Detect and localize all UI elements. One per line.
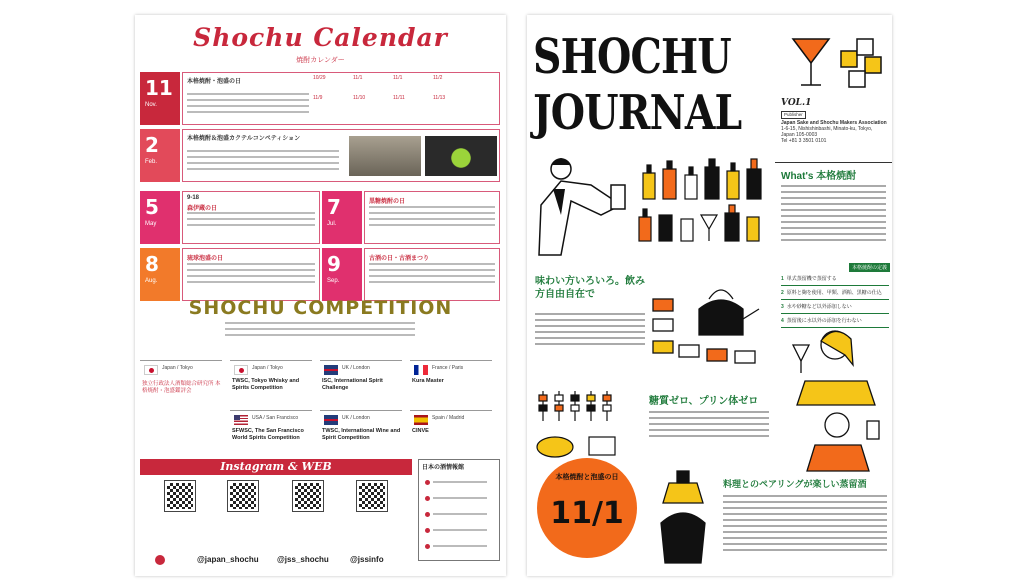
qr-code-icon[interactable] <box>357 481 387 511</box>
event-title: 古酒の日・古酒まつり <box>369 256 430 262</box>
usa-flag-icon <box>234 415 248 425</box>
honkaku-definition-tag: 本格焼酎の定義 <box>849 263 890 272</box>
month-badge <box>140 191 180 244</box>
publisher-info <box>781 111 887 144</box>
sugar-zero-heading: 糖質ゼロ、プリン体ゼロ <box>649 396 759 407</box>
cocktail-illustration <box>785 21 889 93</box>
month-number: 8 <box>145 252 159 276</box>
event-card <box>364 191 500 244</box>
event-title: 琉球泡盛の日 <box>187 256 224 262</box>
event-card <box>182 191 320 244</box>
event-title: 森伊蔵の日 <box>187 206 218 212</box>
shochu-day-label: 本格焼酎と泡盛の日 <box>555 474 619 481</box>
event-title: 黒糖焼酎の日 <box>369 199 406 205</box>
instagram-handle[interactable]: @jssinfo <box>350 555 384 564</box>
japan-flag-icon <box>144 365 158 375</box>
competition-name: 独立行政法人酒類総合研究所 本格焼酎・泡盛鑑評会 <box>142 381 221 394</box>
competition-name: TWSC, International Wine and Spirit Competition <box>322 428 401 441</box>
competition-location: France / Paris <box>432 365 464 371</box>
competition-location: UK / London <box>342 415 370 421</box>
bottle-illustration <box>653 463 713 573</box>
competition-item <box>230 360 312 405</box>
competition-name: ISC, International Spirit Challenge <box>322 378 383 391</box>
qr-code-icon[interactable] <box>293 481 323 511</box>
skewers-illustration <box>533 385 645 465</box>
month-number: 11 <box>145 76 173 100</box>
instagram-handle[interactable]: @japan_shochu <box>197 555 259 564</box>
publisher-tag: Publisher <box>781 111 806 119</box>
month-number: 5 <box>145 195 159 219</box>
month-badge <box>140 72 180 125</box>
logo-icon <box>155 555 165 565</box>
france-flag-icon <box>414 365 428 375</box>
shochu-journal-page <box>527 15 892 576</box>
volume-label: VOL.1 <box>781 98 812 108</box>
event-dates: 10/29 11/1 11/1 11/211/9 11/10 11/11 11/13 <box>313 75 446 101</box>
event-card <box>182 248 320 301</box>
japan-flag-icon <box>234 365 248 375</box>
competition-location: Japan / Tokyo <box>162 365 193 371</box>
calendar-row-february <box>140 129 501 182</box>
publisher-name: Japan Sake and Shochu Makers Association <box>781 120 887 126</box>
event-group-photo <box>349 136 421 176</box>
month-number: 2 <box>145 133 159 157</box>
calendar-row-november <box>140 72 501 125</box>
drinking-styles-body <box>535 313 645 349</box>
bartender-illustration <box>531 145 775 275</box>
competition-name: CINVE <box>412 428 429 434</box>
event-card <box>364 248 500 301</box>
competition-title: SHOCHU COMPETITION <box>188 297 453 319</box>
pairing-heading: 料理とのペアリングが楽しい蒸留酒 <box>723 479 867 489</box>
whats-honkaku-heading: What's 本格焼酎 <box>781 171 857 182</box>
calendar-title: Shochu Calendar <box>193 23 448 52</box>
journal-title-line2: JOURNAL <box>533 85 742 141</box>
spain-flag-icon <box>414 415 428 425</box>
teapot-cups-illustration <box>649 279 769 379</box>
month-abbr: Jul. <box>327 221 337 227</box>
pairing-body <box>723 495 887 555</box>
calendar-row-may-july <box>140 191 501 244</box>
competition-item <box>320 410 402 455</box>
competition-item <box>320 360 402 405</box>
shochu-day-date: 11/1 <box>550 496 624 531</box>
competition-name: Kura Master <box>412 378 444 384</box>
competition-item <box>410 410 492 455</box>
journal-title-line1: SHOCHU <box>533 29 731 85</box>
month-abbr: May <box>145 221 157 227</box>
month-badge <box>322 248 362 301</box>
drinking-styles-heading: 味わい方いろいろ。飲み方自由自在で <box>535 276 645 300</box>
divider <box>775 162 892 163</box>
competition-location: Japan / Tokyo <box>252 365 283 371</box>
competition-item <box>230 410 312 455</box>
competition-location: UK / London <box>342 365 370 371</box>
definition-item: 3 水や砂糖など以外添加しない <box>781 303 889 314</box>
event-date: 9-18 <box>187 195 200 201</box>
reference-info-box <box>418 459 500 561</box>
sugar-zero-body <box>649 411 769 441</box>
definition-item: 1 単式蒸留機で蒸留する <box>781 275 889 286</box>
event-card <box>182 129 500 182</box>
month-badge <box>140 129 180 182</box>
shochu-day-badge <box>537 458 637 558</box>
competition-intro <box>225 322 415 340</box>
reference-box-title: 日本の酒情報館 <box>422 465 465 471</box>
month-abbr: Nov. <box>145 102 157 108</box>
competition-name: TWSC, Tokyo Whisky and Spirits Competition <box>232 378 300 391</box>
competition-item <box>140 360 222 405</box>
month-badge <box>322 191 362 244</box>
publisher-tel: Tel +81 3 3501 0101 <box>781 138 827 144</box>
uk-flag-icon <box>324 365 338 375</box>
definition-item: 4 蒸留後に水以外の添加を行わない <box>781 317 889 328</box>
calendar-subtitle: 焼酎カレンダー <box>296 57 345 64</box>
competition-item <box>410 360 492 405</box>
uk-flag-icon <box>324 415 338 425</box>
whats-body-text <box>781 185 886 245</box>
qr-code-icon[interactable] <box>165 481 195 511</box>
competition-location: Spain / Madrid <box>432 415 465 421</box>
month-badge <box>140 248 180 301</box>
definition-item: 2 原料と麹を使用、甲類、酒粕、黒糖の仕込 <box>781 289 889 300</box>
event-title: 本格焼酎・泡盛の日 <box>187 79 242 85</box>
month-abbr: Sep. <box>327 278 340 284</box>
calendar-row-aug-sep <box>140 248 501 301</box>
shochu-calendar-page <box>135 15 506 576</box>
month-abbr: Aug. <box>145 278 158 284</box>
instagram-handle[interactable]: @jss_shochu <box>277 555 329 564</box>
publisher-address: 1-6-15, Nishishinbashi, Minato-ku, Tokyo, Japan 105-0003 <box>781 126 873 138</box>
month-abbr: Feb. <box>145 159 158 165</box>
competition-location: USA / San Francisco <box>252 415 299 421</box>
instagram-web-banner: Instagram & WEB <box>140 459 412 475</box>
event-title: 本格焼酎＆泡盛カクテルコンペティション <box>187 136 301 142</box>
qr-code-icon[interactable] <box>228 481 258 511</box>
event-card <box>182 72 500 125</box>
month-number: 9 <box>327 252 341 276</box>
competition-name: SFWSC, The San Francisco World Spirits Competition <box>232 428 304 441</box>
cocktail-photo <box>425 136 497 176</box>
person-drinking-illustration <box>775 325 892 475</box>
month-number: 7 <box>327 195 341 219</box>
